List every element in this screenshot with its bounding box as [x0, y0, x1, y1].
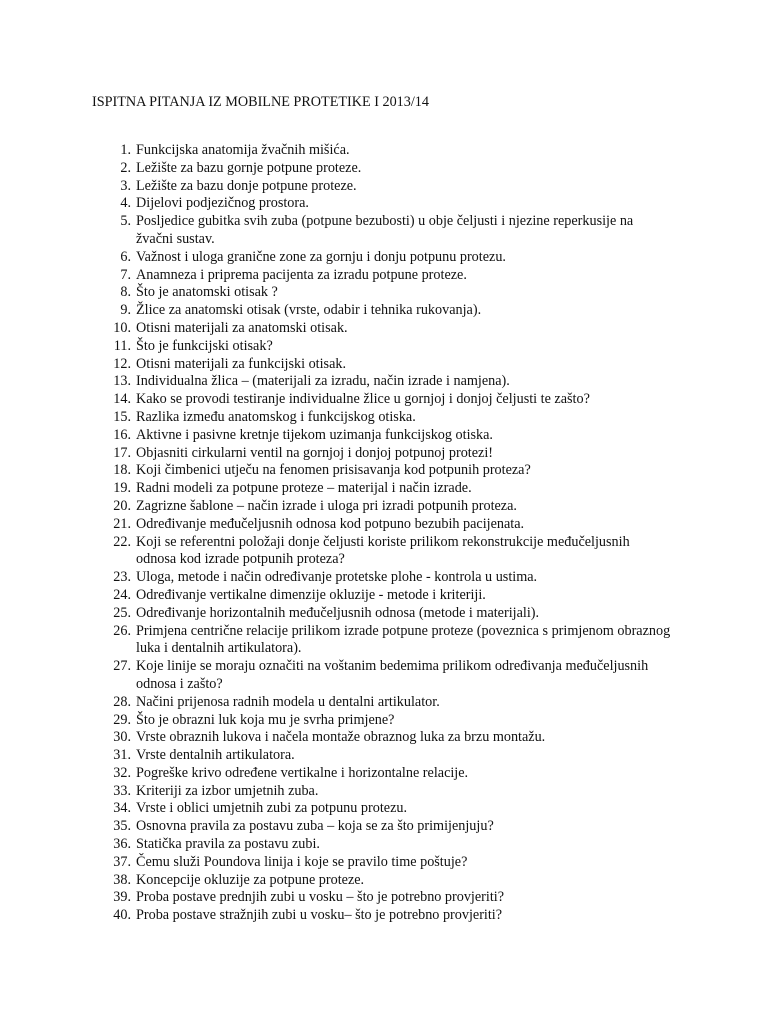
question-number: 24.	[113, 586, 131, 603]
question-number: 12.	[113, 355, 131, 372]
question-text: Funkcijska anatomija žvačnih mišića.	[136, 142, 350, 158]
question-item	[0, 800, 768, 818]
question-item	[0, 765, 768, 783]
question-number: 26.	[113, 622, 131, 639]
question-item	[0, 195, 768, 213]
question-number: 7.	[120, 266, 131, 283]
question-item	[0, 178, 768, 196]
question-number: 27.	[113, 658, 131, 675]
question-item	[0, 391, 768, 409]
question-item	[0, 267, 768, 285]
question-item	[0, 338, 768, 356]
question-item	[0, 373, 768, 391]
question-text: Radni modeli za potpune proteze – materijal i način izrade.	[136, 480, 472, 497]
question-item	[0, 605, 768, 623]
question-text: Pogreške krivo određene vertikalne i horizontalne relacije.	[136, 764, 469, 781]
question-item	[0, 712, 768, 730]
question-text: Ležište za bazu gornje potpune proteze.	[136, 159, 362, 176]
question-item	[0, 142, 768, 160]
question-text: Zagrizne šablone – način izrade i uloga pri izradi potpunih proteza.	[136, 497, 517, 514]
question-item	[0, 498, 768, 516]
question-text: Kriteriji za izbor umjetnih zuba.	[136, 782, 319, 799]
question-text: Ležište za bazu donje potpune proteze.	[136, 177, 357, 194]
question-number: 34.	[113, 800, 131, 817]
question-text: Što je funkcijski otisak?	[136, 337, 273, 354]
question-number: 9.	[120, 302, 131, 319]
question-number: 25.	[113, 604, 131, 621]
question-number: 39.	[113, 889, 131, 906]
question-number: 6.	[120, 248, 131, 265]
question-text: Što je obrazni luk koja mu je svrha primjene?	[136, 711, 395, 728]
question-text: Individualna žlica – (materijali za izradu, način izrade i namjena).	[136, 373, 510, 390]
question-number: 28.	[113, 693, 131, 710]
question-item	[0, 587, 768, 605]
question-number: 32.	[113, 764, 131, 781]
question-item	[0, 854, 768, 872]
question-number: 33.	[113, 782, 131, 799]
question-text: Posljedice gubitka svih zuba (potpune bezubosti) u obje čeljusti i njezine reperkusije na žvačni sustav.	[136, 213, 634, 247]
question-text: Vrste dentalnih artikulatora.	[136, 747, 295, 764]
question-item	[0, 445, 768, 463]
question-item	[0, 249, 768, 267]
question-text: Koji se referentni položaji donje čeljusti koriste prilikom rekonstrukcije međučeljusnih odnosa kod izrade potpunih proteza?	[136, 533, 630, 568]
question-text: Koji čimbenici utječu na fenomen prisisavanja kod potpunih proteza?	[136, 462, 531, 479]
question-text: Čemu služi Poundova linija i koje se pravilo time poštuje?	[136, 853, 468, 870]
question-number: 37.	[113, 853, 131, 870]
question-item	[0, 729, 768, 747]
question-number: 1.	[120, 142, 131, 158]
question-text: Određivanje horizontalnih međučeljusnih odnosa (metode i materijali).	[136, 604, 540, 621]
question-item	[0, 623, 768, 659]
question-number: 14.	[113, 391, 131, 408]
question-list	[0, 142, 768, 925]
question-text: Važnost i uloga granične zone za gornju i donju potpunu protezu.	[136, 248, 506, 265]
question-number: 38.	[113, 871, 131, 888]
question-number: 31.	[113, 747, 131, 764]
question-number: 11.	[113, 337, 131, 354]
question-text: Proba postave prednjih zubi u vosku – što je potrebno provjeriti?	[136, 889, 505, 906]
question-number: 13.	[113, 373, 131, 390]
question-item	[0, 907, 768, 925]
question-item	[0, 783, 768, 801]
question-text: Anamneza i priprema pacijenta za izradu potpune proteze.	[136, 266, 467, 283]
question-item	[0, 284, 768, 302]
question-item	[0, 516, 768, 534]
question-number: 18.	[113, 462, 131, 479]
question-number: 15.	[113, 408, 131, 425]
question-text: Određivanje vertikalne dimenzije okluzije - metode i kriteriji.	[136, 586, 486, 603]
question-number: 36.	[113, 836, 131, 853]
question-text: Uloga, metode i način određivanje protetske plohe - kontrola u ustima.	[136, 569, 538, 586]
question-item	[0, 818, 768, 836]
question-number: 30.	[113, 729, 131, 746]
question-number: 2.	[120, 159, 131, 176]
question-text: Vrste i oblici umjetnih zubi za potpunu protezu.	[136, 800, 408, 817]
question-number: 19.	[113, 480, 131, 497]
document-title: ISPITNA PITANJA IZ MOBILNE PROTETIKE I 2013/14	[92, 94, 429, 110]
question-item	[0, 889, 768, 907]
question-text: Aktivne i pasivne kretnje tijekom uzimanja funkcijskog otiska.	[136, 426, 493, 443]
question-item	[0, 747, 768, 765]
question-item	[0, 462, 768, 480]
question-number: 3.	[120, 177, 131, 194]
question-number: 20.	[113, 497, 131, 514]
question-number: 5.	[120, 213, 131, 230]
question-text: Žlice za anatomski otisak (vrste, odabir i tehnika rukovanja).	[136, 302, 482, 319]
question-item	[0, 694, 768, 712]
question-text: Otisni materijali za anatomski otisak.	[136, 319, 348, 336]
question-item	[0, 836, 768, 854]
question-number: 17.	[113, 444, 131, 461]
question-text: Dijelovi podjezičnog prostora.	[136, 195, 309, 212]
question-number: 4.	[120, 195, 131, 212]
question-item	[0, 160, 768, 178]
question-number: 35.	[113, 818, 131, 835]
question-item	[0, 302, 768, 320]
question-text: Načini prijenosa radnih modela u dentalni artikulator.	[136, 693, 440, 710]
question-text: Razlika između anatomskog i funkcijskog otiska.	[136, 408, 416, 425]
question-text: Osnovna pravila za postavu zuba – koja se za što primijenjuju?	[136, 818, 494, 835]
question-number: 21.	[113, 515, 131, 532]
question-item	[0, 356, 768, 374]
question-text: Proba postave stražnjih zubi u vosku– što je potrebno provjeriti?	[136, 907, 503, 924]
question-number: 29.	[113, 711, 131, 728]
question-text: Što je anatomski otisak ?	[136, 284, 278, 301]
question-text: Primjena centrične relacije prilikom izrade potpune proteze (poveznica s primjenom obraznog luka i dentalnih artikulatora).	[136, 622, 671, 657]
question-text: Koje linije se moraju označiti na voštanim bedemima prilikom određivanja međučeljusnih odnosa i zašto?	[136, 658, 649, 692]
question-item	[0, 409, 768, 427]
question-text: Objasniti cirkularni ventil na gornjoj i donjoj potpunoj protezi!	[136, 444, 493, 461]
question-item	[0, 213, 768, 249]
question-item	[0, 658, 768, 694]
question-item	[0, 320, 768, 338]
question-text: Kako se provodi testiranje individualne žlice u gornjoj i donjoj čeljusti te zašto?	[136, 391, 590, 408]
question-number: 10.	[113, 319, 131, 336]
question-text: Statička pravila za postavu zubi.	[136, 836, 320, 853]
question-number: 23.	[113, 569, 131, 586]
question-text: Koncepcije okluzije za potpune proteze.	[136, 871, 365, 888]
question-item	[0, 427, 768, 445]
question-number: 16.	[113, 426, 131, 443]
question-text: Vrste obraznih lukova i načela montaže obraznog luka za brzu montažu.	[136, 729, 546, 746]
question-number: 8.	[120, 284, 131, 301]
question-item	[0, 872, 768, 890]
question-text: Određivanje međučeljusnih odnosa kod potpuno bezubih pacijenata.	[136, 515, 525, 532]
question-number: 22.	[113, 533, 131, 550]
question-item	[0, 480, 768, 498]
question-item	[0, 569, 768, 587]
question-item	[0, 534, 768, 570]
question-number: 40.	[113, 907, 131, 924]
question-text: Otisni materijali za funkcijski otisak.	[136, 355, 347, 372]
